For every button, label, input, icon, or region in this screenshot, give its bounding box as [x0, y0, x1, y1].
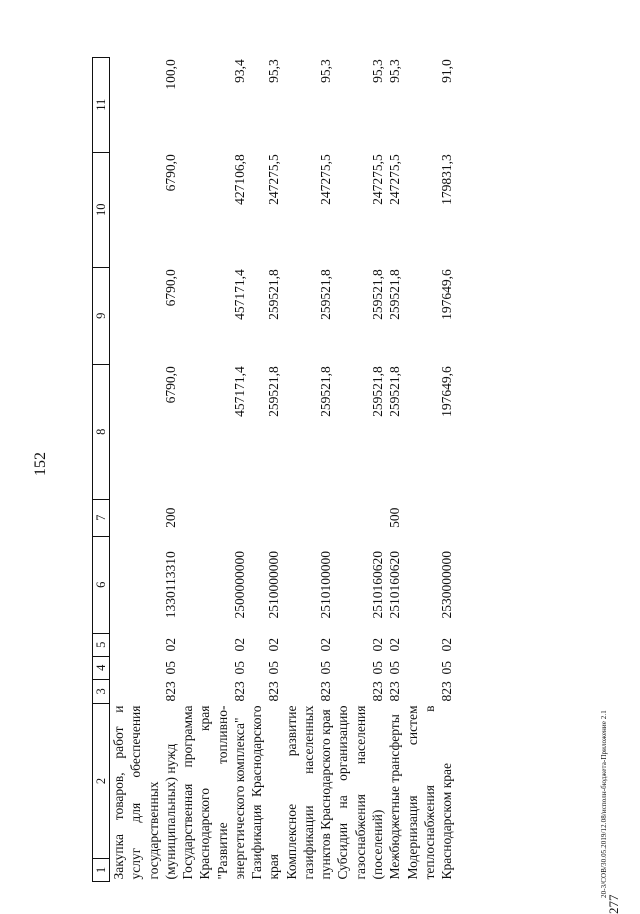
cell-pr: 02 — [283, 633, 335, 656]
cell-executed: 247275,5 — [248, 152, 283, 267]
cell-approved: 457171,4 — [179, 267, 248, 364]
cell-percent: 93,4 — [179, 57, 248, 152]
table-header-row — [93, 57, 110, 881]
cell-vr — [334, 499, 386, 536]
cell-plan: 259521,8 — [248, 364, 283, 499]
cell-rz: 05 — [386, 656, 403, 679]
row-name: Государственная программа Краснодарского края "Развитие топливно-энергетического комплекса" — [179, 704, 248, 882]
cell-plan: 259521,8 — [334, 364, 386, 499]
cell-approved: 197649,6 — [404, 267, 456, 364]
header-cell: 7 — [93, 499, 110, 536]
header-cell: 2 — [93, 704, 110, 859]
cell-approved: 6790,0 — [110, 267, 180, 364]
cell-pr: 02 — [248, 633, 283, 656]
cell-percent: 100,0 — [110, 57, 180, 152]
cell-ved: 823 — [248, 679, 283, 703]
table-row — [179, 57, 248, 881]
cell-csr: 2510160620 — [334, 536, 386, 633]
cell-ved: 823 — [404, 679, 456, 703]
cell-csr: 2510160620 — [386, 536, 403, 633]
cell-executed: 6790,0 — [110, 152, 180, 267]
cell-percent: 91,0 — [404, 57, 456, 152]
cell-ved: 823 — [110, 679, 180, 703]
cell-vr — [283, 499, 335, 536]
header-cell: 8 — [93, 364, 110, 499]
row-name: Модернизация систем теплоснабжения в Краснодарском крае — [404, 704, 456, 882]
cell-vr — [179, 499, 248, 536]
header-cell: 1 — [93, 859, 110, 882]
cell-approved: 259521,8 — [283, 267, 335, 364]
cell-pr: 02 — [386, 633, 403, 656]
cell-csr: 1330113310 — [110, 536, 180, 633]
cell-plan: 6790,0 — [110, 364, 180, 499]
cell-rz: 05 — [334, 656, 386, 679]
cell-ved: 823 — [334, 679, 386, 703]
row-name: Субсидии на организацию газоснабжения населения (поселений) — [334, 704, 386, 882]
cell-vr — [404, 499, 456, 536]
header-cell: 11 — [93, 57, 110, 152]
row-name: Газификация Краснодарского края — [248, 704, 283, 882]
cell-executed: 179831,3 — [404, 152, 456, 267]
header-cell: 4 — [93, 656, 110, 679]
cell-rz: 05 — [110, 656, 180, 679]
footer-code: 20-3/СОВ/30.05.2019/12.08/исполн-бюджета-Приложение 2.1 — [600, 710, 608, 898]
cell-plan: 457171,4 — [179, 364, 248, 499]
table-row — [334, 57, 386, 881]
cell-vr: 500 — [386, 499, 403, 536]
cell-approved: 259521,8 — [386, 267, 403, 364]
header-cell: 6 — [93, 536, 110, 633]
cell-executed: 247275,5 — [283, 152, 335, 267]
cell-percent: 95,3 — [386, 57, 403, 152]
row-name: Закупка товаров, работ и услуг для обеспечения государственных (муниципальных) нужд — [110, 704, 180, 882]
cell-pr: 02 — [179, 633, 248, 656]
cell-rz: 05 — [283, 656, 335, 679]
cell-approved: 259521,8 — [248, 267, 283, 364]
table-row — [283, 57, 335, 881]
table-row — [248, 57, 283, 881]
cell-executed: 427106,8 — [179, 152, 248, 267]
cell-plan: 197649,6 — [404, 364, 456, 499]
cell-csr: 2530000000 — [404, 536, 456, 633]
cell-executed: 247275,5 — [334, 152, 386, 267]
cell-percent: 95,3 — [283, 57, 335, 152]
budget-table — [92, 57, 455, 882]
header-cell: 9 — [93, 267, 110, 364]
cell-percent: 95,3 — [248, 57, 283, 152]
page-number: 152 — [32, 452, 50, 476]
header-cell: 10 — [93, 152, 110, 267]
row-name: Комплексное развитие газификации населенных пунктов Краснодарского края — [283, 704, 335, 882]
cell-vr: 200 — [110, 499, 180, 536]
cell-approved: 259521,8 — [334, 267, 386, 364]
table-row — [110, 57, 180, 881]
cell-csr: 2510000000 — [248, 536, 283, 633]
cell-ved: 823 — [386, 679, 403, 703]
table-row — [386, 57, 403, 881]
cell-percent: 95,3 — [334, 57, 386, 152]
header-cell: 3 — [93, 679, 110, 703]
cell-vr — [248, 499, 283, 536]
cell-rz: 05 — [248, 656, 283, 679]
cell-pr: 02 — [404, 633, 456, 656]
cell-rz: 05 — [404, 656, 456, 679]
corner-page-number: 277 — [606, 895, 622, 914]
cell-ved: 823 — [179, 679, 248, 703]
cell-rz: 05 — [179, 656, 248, 679]
cell-csr: 2500000000 — [179, 536, 248, 633]
cell-plan: 259521,8 — [283, 364, 335, 499]
table-row — [404, 57, 456, 881]
cell-csr: 2510100000 — [283, 536, 335, 633]
cell-plan: 259521,8 — [386, 364, 403, 499]
cell-ved: 823 — [283, 679, 335, 703]
row-name: Межбюджетные трансферты — [386, 704, 403, 882]
cell-pr: 02 — [110, 633, 180, 656]
header-cell: 5 — [93, 633, 110, 656]
cell-pr: 02 — [334, 633, 386, 656]
cell-executed: 247275,5 — [386, 152, 403, 267]
